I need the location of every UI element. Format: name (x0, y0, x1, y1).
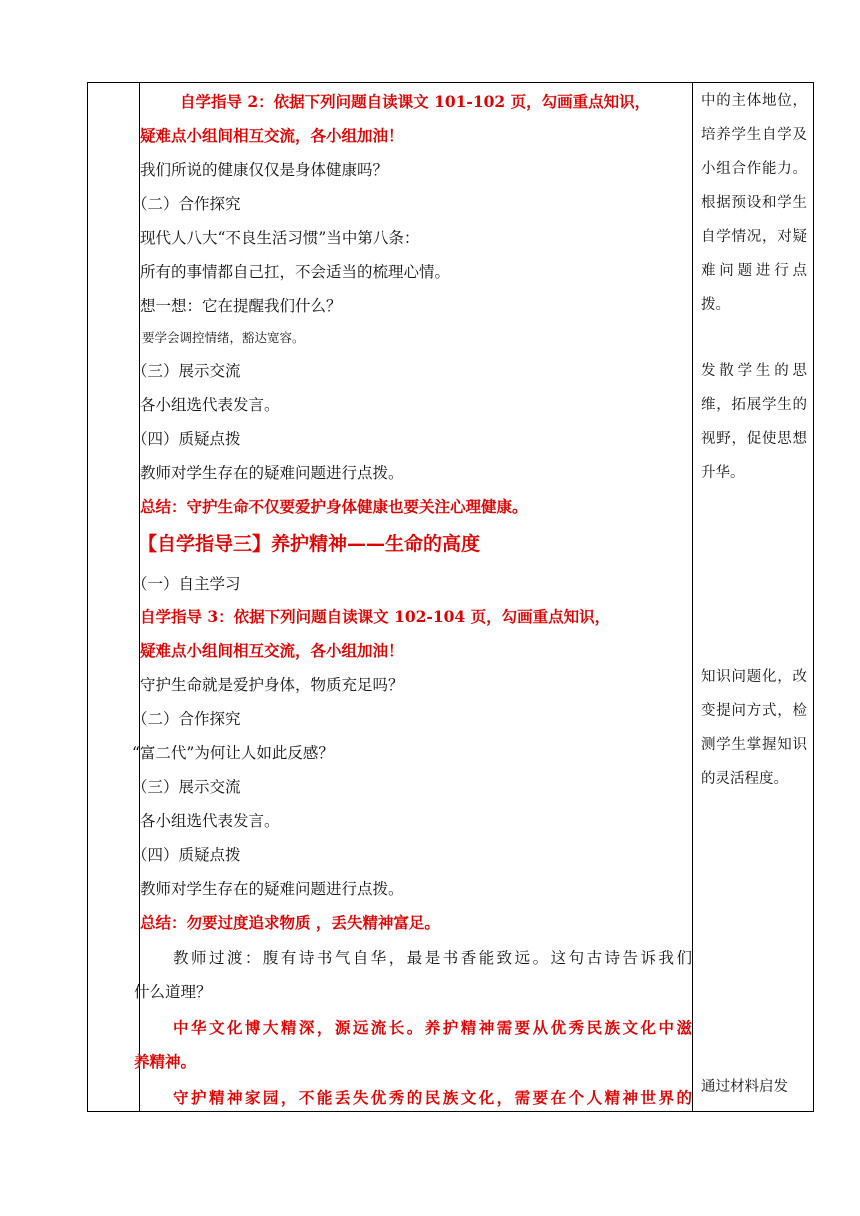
section-coop-2: （二）合作探究 (132, 710, 241, 728)
guide2-instruction-cont: 疑难点小组间相互交流，各小组加油！ (140, 126, 404, 145)
guide2-instruction: 自学指导 2：依据下列问题自读课文 101-102 页，勾画重点知识， (180, 92, 651, 111)
section-heading-3: 【自学指导三】养护精神——生命的高度 (138, 533, 481, 555)
think-prompt: 想一想：它在提醒我们什么？ (140, 297, 342, 315)
question-health: 我们所说的健康仅仅是身体健康吗？ (140, 161, 389, 179)
intent-line: 变提问方式，检 (701, 703, 807, 719)
intent-line: 维，拓展学生的 (701, 397, 807, 413)
intent-line: 根据预设和学生 (701, 195, 807, 211)
intent-line: 通过材料启发 (701, 1079, 788, 1095)
summary-1: 总结：守护生命不仅要爱护身体健康也要关注心理健康。 (140, 497, 528, 516)
design-intent-cell (695, 82, 813, 1112)
transition-text: 教师过渡：腹有诗书气自华，最是书香能致远。这句古诗告诉我们 (173, 949, 692, 967)
question-protect: 守护生命就是爱护身体，物质充足吗？ (140, 676, 404, 694)
teacher-guidance-1: 教师对学生存在的疑难问题进行点拨。 (140, 464, 404, 482)
intent-line: 升华。 (701, 465, 745, 481)
intent-line: 难问题进行点 (701, 263, 807, 279)
intent-line: 培养学生自学及 (701, 127, 807, 143)
intent-line: 拨。 (701, 297, 730, 313)
section-self-study: （一）自主学习 (132, 575, 241, 593)
teaching-process-cell (132, 82, 692, 1112)
habit-line: 现代人八大“不良生活习惯”当中第八条： (140, 229, 420, 247)
intent-line: 自学情况，对疑 (701, 229, 807, 245)
intent-line: 知识问题化，改 (701, 669, 807, 685)
table-divider-2 (692, 83, 693, 1111)
section-show-1: （三）展示交流 (132, 362, 241, 380)
section-doubt-2: （四）质疑点拨 (132, 846, 241, 864)
intent-line: 测学生掌握知识 (701, 737, 807, 753)
habit-description: 所有的事情都自己扛，不会适当的梳理心情。 (140, 263, 451, 281)
question-rich: “富二代”为何让人如此反感？ (132, 744, 334, 762)
culture-text: 中华文化博大精深，源远流长。养护精神需要从优秀民族文化中滋 (173, 1018, 692, 1037)
transition-text-cont: 什么道理？ (134, 983, 212, 1001)
guide3-instruction: 自学指导 3：依据下列问题自读课文 102-104 页，勾画重点知识， (140, 607, 611, 626)
group-report-1: 各小组选代表发言。 (140, 396, 280, 414)
section-coop-1: （二）合作探究 (132, 195, 241, 213)
section-show-2: （三）展示交流 (132, 778, 241, 796)
intent-line: 小组合作能力。 (701, 161, 807, 177)
culture-text-cont: 养精神。 (134, 1052, 197, 1071)
intent-line: 的灵活程度。 (701, 771, 788, 787)
intent-line: 视野，促使思想 (701, 431, 807, 447)
spiritual-home-text: 守护精神家园，不能丢失优秀的民族文化，需要在个人精神世界的 (173, 1088, 692, 1107)
summary-2: 总结：勿要过度追求物质 ，丢失精神富足。 (140, 913, 440, 932)
answer-note: 要学会调控情绪，豁达宽容。 (142, 330, 305, 345)
intent-line: 发散学生的思 (701, 363, 807, 379)
teacher-guidance-2: 教师对学生存在的疑难问题进行点拨。 (140, 880, 404, 898)
group-report-2: 各小组选代表发言。 (140, 812, 280, 830)
intent-line: 中的主体地位， (701, 93, 807, 109)
guide3-instruction-cont: 疑难点小组间相互交流，各小组加油！ (140, 641, 404, 660)
section-doubt-1: （四）质疑点拨 (132, 430, 241, 448)
